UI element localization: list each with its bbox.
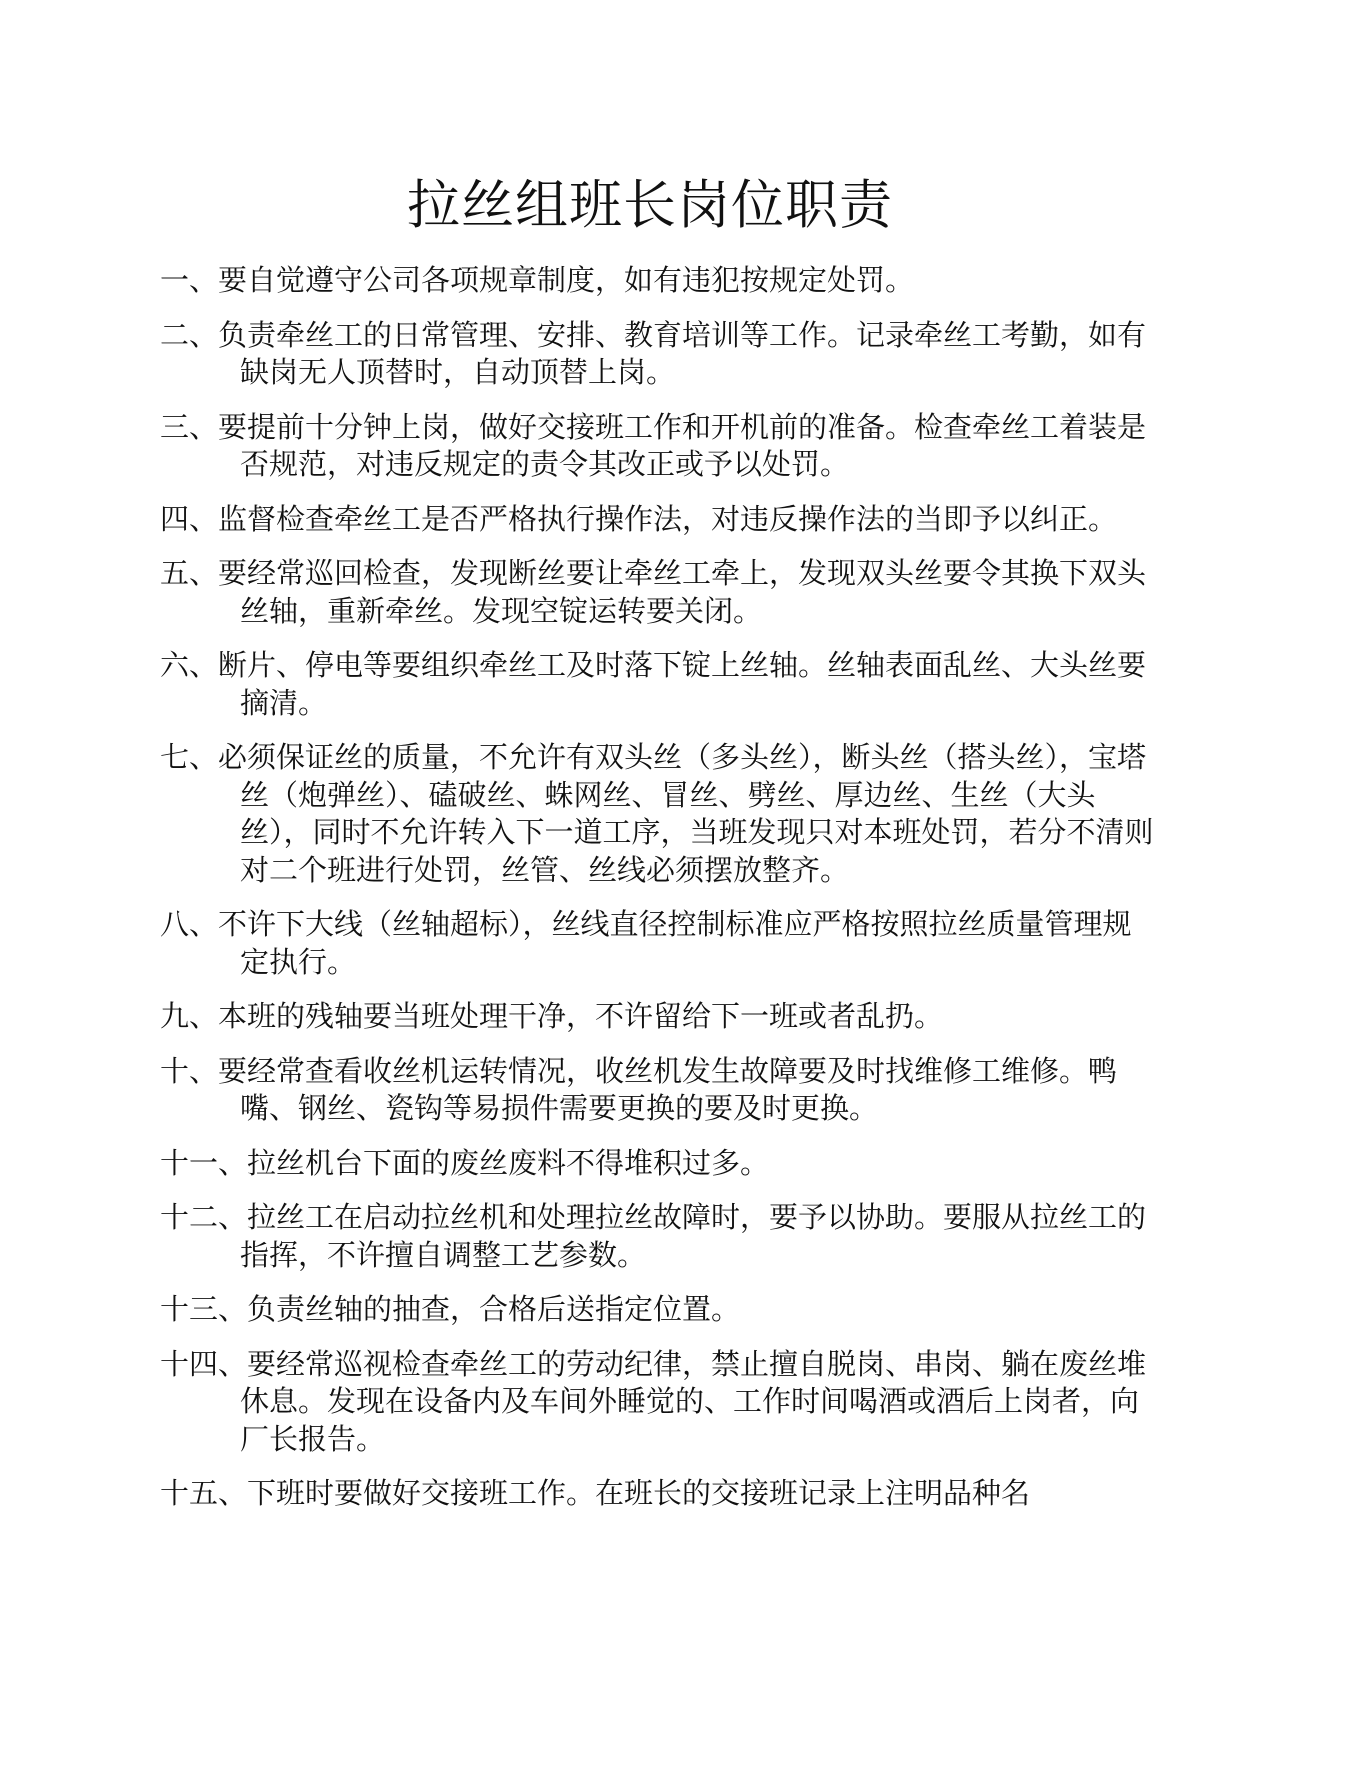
- clause-text: 本班的残轴要当班处理干净，不许留给下一班或者乱扔。: [218, 999, 944, 1033]
- clause-text: 负责牵丝工的日常管理、安排、教育培训等工作。记录牵丝工考勤，如有缺岗无人顶替时，自动顶替上岗。: [218, 317, 1147, 389]
- clause-item: [160, 262, 1160, 300]
- clause-number: 十三、: [160, 1292, 248, 1326]
- clause-number: 七、: [160, 740, 219, 774]
- clause-item: [160, 1199, 1160, 1274]
- clause-text: 拉丝机台下面的废丝废料不得堆积过多。: [247, 1145, 770, 1180]
- document-title: 拉丝组班长岗位职责: [407, 175, 893, 236]
- clause-number: 五、: [160, 556, 219, 590]
- clause-list: [160, 262, 1160, 1530]
- clause-item: [160, 1145, 1160, 1183]
- clause-text: 要经常巡视检查牵丝工的劳动纪律，禁止擅自脱岗、串岗、躺在废丝堆休息。发现在设备内及车间外睡觉的、工作时间喝酒或酒后上岗者，向厂长报告。: [240, 1346, 1147, 1456]
- clause-item: [160, 1291, 1160, 1329]
- clause-text: 必须保证丝的质量，不允许有双头丝（多头丝），断头丝（搭头丝），宝塔丝（炮弹丝）、磕破丝、蛛网丝、冒丝、劈丝、厚边丝、生丝（大头丝），同时不允许转入下一道工序，当班发现只对本班处罚，若分不清则对二个班进行处罚，丝管、丝线必须摆放整齐。: [218, 740, 1154, 887]
- clause-number: 十二、: [160, 1200, 248, 1234]
- clause-number: 八、: [160, 907, 219, 941]
- clause-item: [160, 647, 1160, 722]
- clause-number: 一、: [160, 263, 219, 297]
- clause-number: 十一、: [160, 1145, 248, 1180]
- clause-number: 十、: [160, 1053, 219, 1088]
- clause-item: [160, 906, 1160, 981]
- clause-item: [160, 409, 1160, 484]
- clause-text: 断片、停电等要组织牵丝工及时落下锭上丝轴。丝轴表面乱丝、大头丝要摘清。: [218, 648, 1147, 720]
- clause-text: 要自觉遵守公司各项规章制度，如有违犯按规定处罚。: [218, 263, 915, 297]
- clause-text: 下班时要做好交接班工作。在班长的交接班记录上注明品种名: [247, 1476, 1031, 1510]
- clause-item: [160, 739, 1160, 889]
- clause-number: 四、: [160, 501, 219, 536]
- clause-item: [160, 555, 1160, 630]
- clause-text: 监督检查牵丝工是否严格执行操作法，对违反操作法的当即予以纠正。: [218, 501, 1118, 536]
- clause-number: 六、: [160, 648, 219, 682]
- clause-text: 要经常巡回检查，发现断丝要让牵丝工牵上，发现双头丝要令其换下双头丝轴，重新牵丝。发现空锭运转要关闭。: [218, 556, 1147, 628]
- clause-number: 十五、: [160, 1476, 248, 1510]
- clause-item: [160, 1053, 1160, 1128]
- clause-item: [160, 998, 1160, 1036]
- clause-item: [160, 1475, 1160, 1513]
- clause-text: 负责丝轴的抽查，合格后送指定位置。: [247, 1292, 741, 1326]
- clause-text: 拉丝工在启动拉丝机和处理拉丝故障时，要予以协助。要服从拉丝工的指挥，不许擅自调整工艺参数。: [240, 1200, 1147, 1272]
- clause-item: [160, 501, 1160, 539]
- clause-item: [160, 1346, 1160, 1459]
- clause-number: 二、: [160, 317, 219, 352]
- clause-text: 不许下大线（丝轴超标），丝线直径控制标准应严格按照拉丝质量管理规定执行。: [218, 907, 1132, 979]
- clause-text: 要提前十分钟上岗，做好交接班工作和开机前的准备。检查牵丝工着装是否规范，对违反规定的责令其改正或予以处罚。: [218, 409, 1147, 481]
- clause-number: 十四、: [160, 1346, 248, 1381]
- clause-number: 三、: [160, 409, 219, 444]
- clause-text: 要经常查看收丝机运转情况，收丝机发生故障要及时找维修工维修。鸭嘴、钢丝、瓷钩等易损件需要更换的要及时更换。: [218, 1053, 1118, 1125]
- clause-item: [160, 317, 1160, 392]
- clause-number: 九、: [160, 999, 219, 1033]
